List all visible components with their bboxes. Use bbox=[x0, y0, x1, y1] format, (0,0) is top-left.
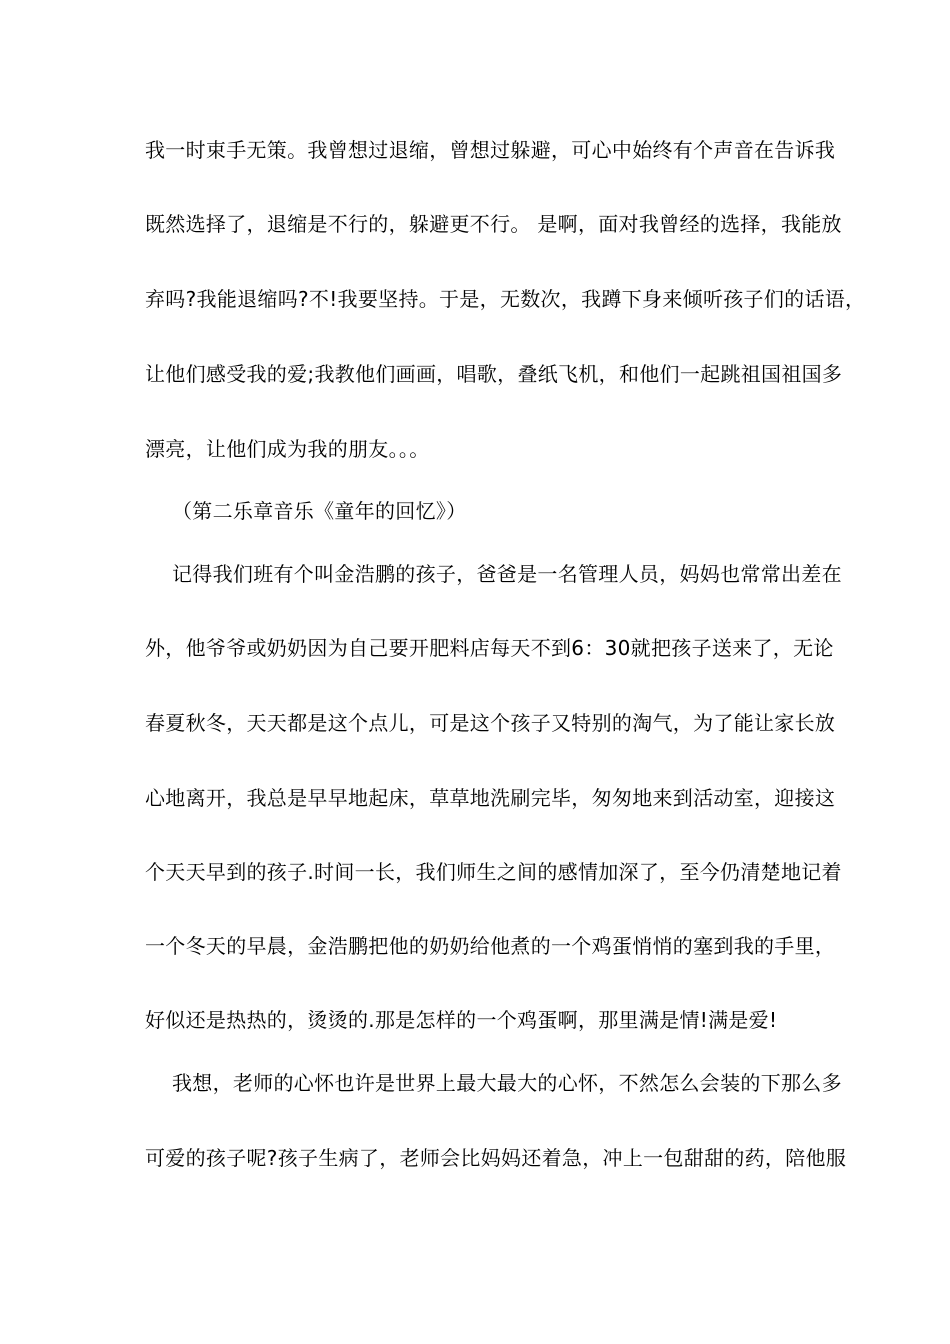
text-line: 心地离开，我总是早早地起床，草草地洗刷完毕，匆匆地来到活动室，迎接这 bbox=[145, 786, 836, 810]
text-line: 漂亮，让他们成为我的朋友。。。 bbox=[145, 437, 430, 461]
text-line: 个天天早到的孩子.时间一长，我们师生之间的感情加深了，至今仍清楚地记着 bbox=[145, 860, 842, 884]
text-line: 我想，老师的心怀也许是世界上最大最大的心怀，不然怎么会装的下那么多 bbox=[172, 1071, 842, 1095]
text-line: 外，他爷爷或奶奶因为自己要开肥料店每天不到6：30就把孩子送来了，无论 bbox=[145, 636, 834, 660]
text-line: 一个冬天的早晨，金浩鹏把他的奶奶给他煮的一个鸡蛋悄悄的塞到我的手里， bbox=[145, 934, 836, 958]
text-line: 弃吗?我能退缩吗?不!我要坚持。于是，无数次，我蹲下身来倾听孩子们的话语， bbox=[145, 287, 866, 311]
text-line: 可爱的孩子呢?孩子生病了，老师会比妈妈还着急，冲上一包甜甜的药，陪他服 bbox=[145, 1146, 847, 1170]
text-line: 记得我们班有个叫金浩鹏的孩子，爸爸是一名管理人员，妈妈也常常出差在 bbox=[172, 562, 842, 586]
text-line: 我一时束手无策。我曾想过退缩，曾想过躲避，可心中始终有个声音在告诉我 bbox=[145, 138, 836, 162]
text-line: 既然选择了，退缩是不行的，躲避更不行。 是啊，面对我曾经的选择，我能放 bbox=[145, 212, 842, 236]
text-line: 春夏秋冬，天天都是这个点儿，可是这个孩子又特别的淘气，为了能让家长放 bbox=[145, 711, 836, 735]
text-line: 好似还是热热的，烫烫的.那是怎样的一个鸡蛋啊，那里满是情!满是爱! bbox=[145, 1008, 778, 1032]
section-heading: （第二乐章音乐《童年的回忆》） bbox=[172, 499, 467, 523]
text-line: 让他们感受我的爱;我教他们画画，唱歌，叠纸飞机，和他们一起跳祖国祖国多 bbox=[145, 362, 843, 386]
